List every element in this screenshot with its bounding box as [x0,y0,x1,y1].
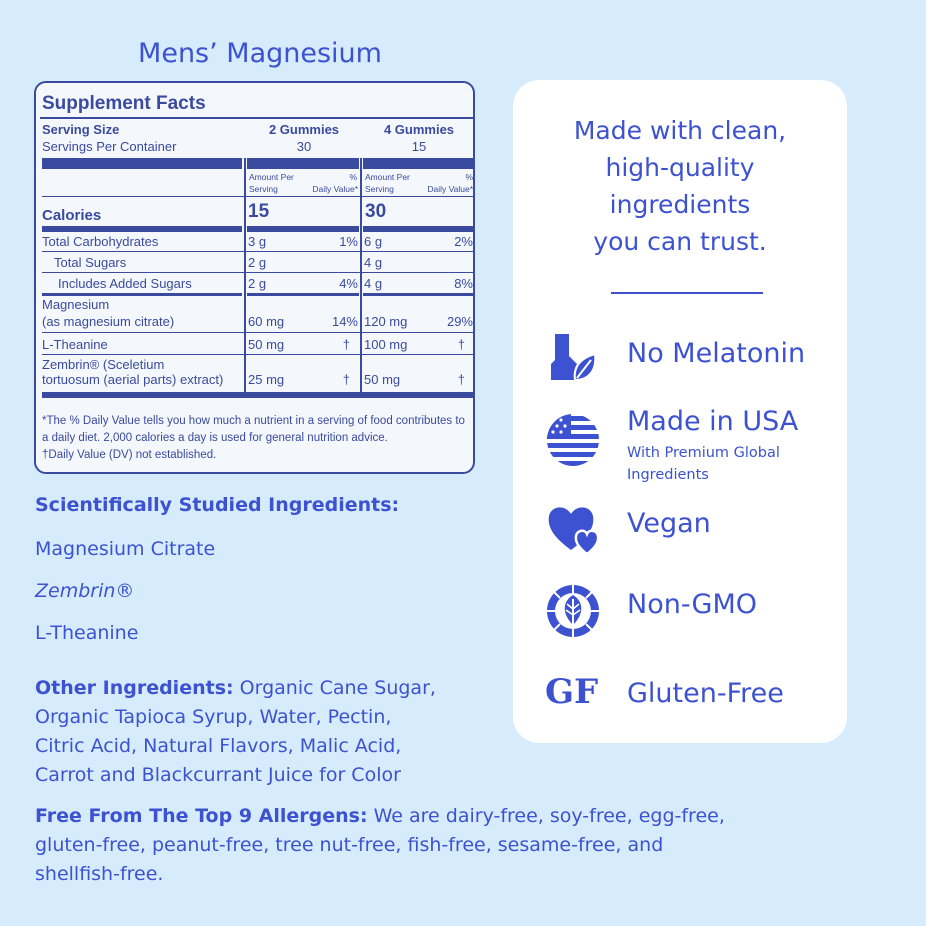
facts-bottom-bar [42,392,473,398]
col1-servings: 30 [296,139,312,154]
footnote-daily-value: *The % Daily Value tells you how much a nutrient in a serving of food contributes to a daily diet. 2,000 calories a day is used for general nutrition advice. [42,415,465,444]
nutrient-amount: 2 g [248,255,267,270]
facts-rule [42,272,473,273]
facts-medium-bar [363,293,473,296]
servings-per-container-label: Servings Per Container [42,139,177,154]
other-ingredients-label: Other Ingredients: [35,677,234,699]
feature-no-melatonin: No Melatonin [627,338,806,369]
feature-non-gmo: Non-GMO [627,589,758,620]
melatonin-free-icon [545,330,601,386]
calories-col1: 15 [248,201,270,222]
col2-dv: Daily Value* [427,184,473,194]
card-divider [611,292,763,294]
facts-thick-bar [363,158,473,169]
nutrient-dv: 8% [454,276,473,291]
facts-rule [42,251,473,252]
nutrient-amount: 4 g [364,276,383,291]
facts-thick-bar [247,158,359,169]
nutrient-dv: † [342,337,350,352]
allergens-line: gluten-free, peanut-free, tree nut-free, fish-free, sesame-free, and [35,834,664,856]
other-ingredients-line: Organic Tapioca Syrup, Water, Pectin, [35,706,392,728]
facts-rule [42,354,473,355]
col1-serving-word: Serving [249,184,278,194]
gf-icon: GF [545,672,599,712]
card-headline-line: ingredients [609,190,751,219]
col2-serving: 4 Gummies [383,122,455,137]
facts-column-divider [244,158,246,392]
facts-rule [42,196,473,197]
allergens-line: shellfish-free. [35,863,164,885]
facts-thick-bar [42,158,242,169]
calories-label: Calories [42,207,102,224]
nutrient-label: Magnesium [42,297,110,312]
nutrient-dv: † [342,372,350,387]
feature-made-in-usa: Made in USA [627,406,799,437]
col1-amount-per: Amount Per [249,172,294,182]
facts-medium-bar [247,293,359,296]
facts-medium-bar [42,226,242,232]
nutrient-amount: 4 g [364,255,383,270]
nutrient-amount: 3 g [248,234,267,249]
allergens-line: We are dairy-free, soy-free, egg-free, [367,805,725,827]
col1-serving: 2 Gummies [268,122,340,137]
serving-size-label: Serving Size [42,122,120,137]
calories-col2: 30 [365,201,387,222]
non-gmo-leaf-icon [545,583,601,639]
nutrient-amount: 25 mg [248,372,285,387]
col2-servings: 15 [411,139,427,154]
usa-flag-icon [545,412,601,468]
other-ingredients [35,674,505,790]
nutrient-amount: 60 mg [248,314,285,329]
studied-ingredients-heading: Scientifically Studied Ingredients: [35,494,400,516]
facts-heading: Supplement Facts [42,93,206,114]
nutrient-amount: 100 mg [364,337,408,352]
feature-made-in-usa-subtext: With Premium Global Ingredients [627,445,780,483]
card-headline [513,112,847,260]
col2-pct: % [465,172,473,182]
nutrient-label: L-Theanine [42,337,108,352]
facts-medium-bar [363,226,473,232]
feature-gluten-free: Gluten-Free [627,678,784,709]
footnote-dv-not-established: †Daily Value (DV) not established. [42,449,217,461]
nutrient-label: Zembrin® (Sceletium [42,357,165,372]
nutrient-label: Total Carbohydrates [42,234,159,249]
nutrient-label-sub: (as magnesium citrate) [42,314,175,329]
nutrient-dv: 2% [454,234,473,249]
nutrient-dv: † [457,372,465,387]
nutrient-label: Total Sugars [54,255,127,270]
col2-serving-word: Serving [365,184,394,194]
facts-medium-bar [42,293,242,296]
vegan-hearts-icon [545,500,601,556]
other-ingredients-line: Carrot and Blackcurrant Juice for Color [35,764,401,786]
nutrient-dv: 1% [339,234,358,249]
nutrient-label: Includes Added Sugars [58,276,192,291]
col2-amount-per: Amount Per [365,172,410,182]
page-title: Mens’ Magnesium [138,38,382,69]
allergens-label: Free From The Top 9 Allergens: [35,805,368,827]
facts-footnote [42,413,472,464]
facts-column-divider [360,158,362,392]
studied-ingredient: Magnesium Citrate [35,538,216,560]
nutrient-amount: 50 mg [248,337,285,352]
col1-dv: Daily Value* [312,184,358,194]
card-headline-line: high-quality [605,153,755,182]
nutrient-amount: 50 mg [364,372,401,387]
facts-rule [42,332,473,333]
allergen-statement [35,802,915,889]
feature-vegan: Vegan [627,508,711,539]
nutrient-label-sub: tortuosum (aerial parts) extract) [42,372,224,387]
facts-heading-rule [40,117,473,119]
supplement-facts-panel [34,81,475,474]
nutrient-dv: † [457,337,465,352]
facts-medium-bar [247,226,359,232]
studied-ingredient: Zembrin® [35,580,135,602]
other-ingredients-line: Organic Cane Sugar, [233,677,436,699]
nutrient-amount: 120 mg [364,314,408,329]
nutrient-amount: 6 g [364,234,383,249]
nutrient-dv: 14% [331,314,358,329]
col1-pct: % [349,172,357,182]
other-ingredients-line: Citric Acid, Natural Flavors, Malic Acid, [35,735,402,757]
card-headline-line: you can trust. [593,227,767,256]
nutrient-amount: 2 g [248,276,267,291]
benefits-card [513,80,847,743]
nutrient-dv: 29% [446,314,473,329]
nutrient-dv: 4% [339,276,358,291]
card-headline-line: Made with clean, [573,116,787,145]
studied-ingredient: L-Theanine [35,622,139,644]
